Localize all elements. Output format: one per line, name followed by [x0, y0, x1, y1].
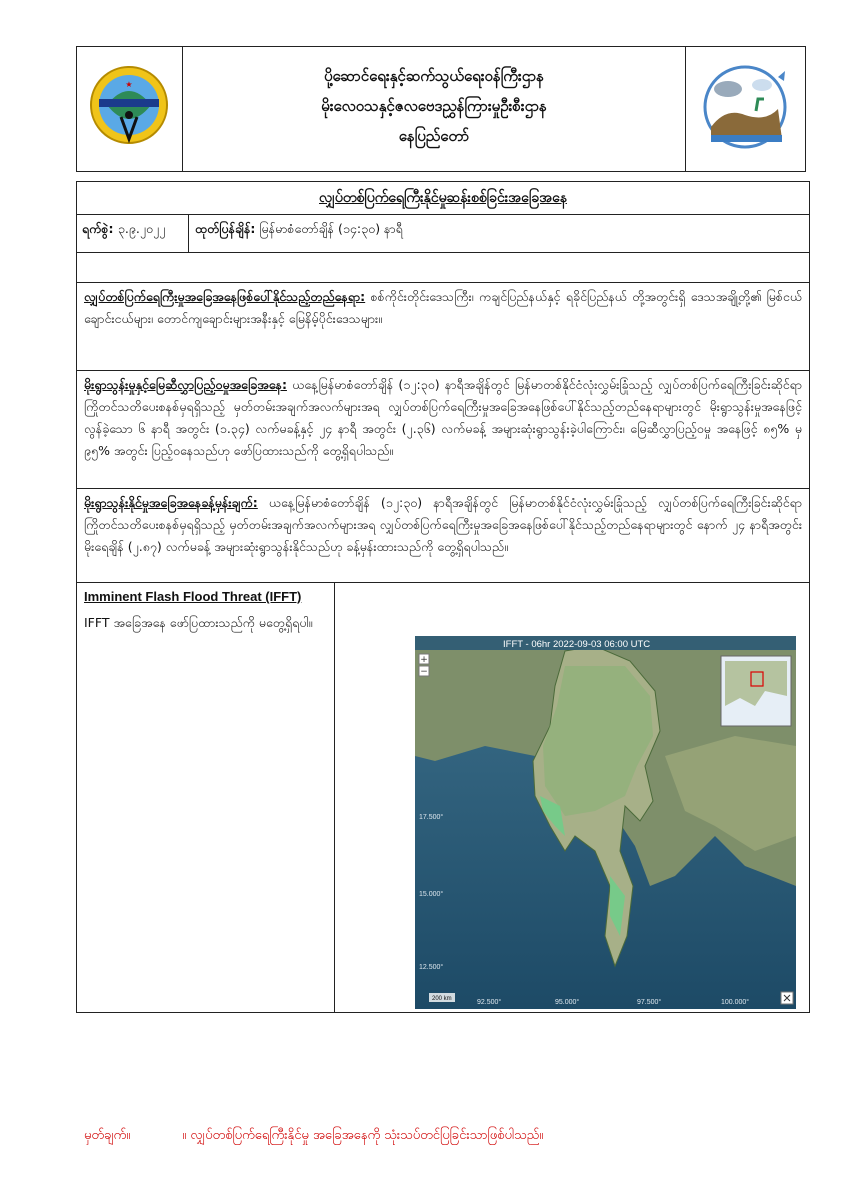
header-titles: [183, 61, 685, 151]
lon-label: 100.000°: [721, 999, 750, 1006]
rainfall-forecast-text: ယနေ့မြန်မာစံတော်ချိန် (၁၂:၃၀) နာရီအချိန်တွင် မြန်မာတစ်နိုင်ငံလုံးလွှမ်းခြုံသည့် လျှပ်တစ်ပြက်ရေကြီးခြင်းဆိုင်ရာ ကြိုတင်သတိပေးစနစ်မှရရှိသည့် မှတ်တမ်းအချက်အလက်များအရ လျှပ်တစ်ပြက်ရေကြီးမှုအခြေအနေဖြစ်ပေါ်နိုင်သည့်တည်နေရာများတွင် နောက် ၂၄ နာရီအတွင်း မိုးရေချိန် (၂.၈၇) လက်မခန့် အများဆုံးရွာသွန်းနိုင်သည်ဟု ခန့်မှန်းထားသည်ကို တွေ့ရှိရပါသည်။: [84, 495, 802, 554]
report-title: လျှပ်တစ်ပြက်ရေကြီးနိုင်မှုဆန်းစစ်ခြင်းအခြေအနေ: [77, 182, 809, 215]
lon-label: 95.000°: [555, 999, 580, 1006]
letterhead: [76, 46, 806, 172]
note-text: ။ လျှပ်တစ်ပြက်ရေကြီးနိုင်မှု အခြေအနေကို သုံးသပ်တင်ပြခြင်းသာဖြစ်ပါသည်။: [182, 1128, 544, 1143]
report-table: [76, 181, 810, 1013]
department-name: မိုးလေဝသနှင့်ဇလဗေဒညွှန်ကြားမှုဦးစီးဌာန: [321, 97, 547, 115]
rainfall-forecast-section: [77, 489, 809, 583]
note-label: မှတ်ချက်။: [84, 1128, 131, 1143]
ifft-title: Imminent Flash Flood Threat (IFFT): [84, 589, 302, 604]
issue-time-label: ထုတ်ပြန်ချိန်:: [195, 221, 256, 236]
rainfall-soil-text: ယနေ့မြန်မာစံတော်ချိန် (၁၂:၃၀) နာရီအချိန်တွင် မြန်မာတစ်နိုင်ငံလုံးလွှမ်းခြုံသည့် လျှပ်တစ်ပြက်ရေကြီးခြင်းဆိုင်ရာ ကြိုတင်သတိပေးစနစ်မှရရှိသည့် မှတ်တမ်းအချက်အလက်များအရ လျှပ်တစ်ပြက်ရေကြီးမှုအခြေအနေဖြစ်ပေါ်နိုင်သည့်တည်နေရာများတွင် မိုးရွာသွန်းမှုအနေဖြင့် လွန်ခဲ့သော ၆ နာရီ အတွင်း (၁.၃၄) လက်မခန့်နှင့် ၂၄ နာရီ အတွင်း (၂.၃၆) လက်မခန့် အများဆုံးရွာသွန်းခဲ့ပါကြောင်း၊ မြေဆီလွှာပြည့်ဝမှု အနေဖြင့် ၈၅% မှ ၉၅% အတွင်း ပြည့်ဝနေသည်ဟု ဖော်ပြထားသည်ကို တွေ့ရှိရပါသည်။: [84, 377, 802, 458]
affected-areas-label: လျှပ်တစ်ပြက်ရေကြီးမှုအခြေအနေဖြစ်ပေါ်နိုင်သည့်တည်နေရာ:: [84, 289, 366, 304]
rainfall-soil-section: [77, 371, 809, 489]
lat-label: 17.500°: [419, 814, 444, 821]
lon-label: 97.500°: [637, 999, 662, 1006]
date-label: ရက်စွဲ:: [82, 221, 114, 236]
zoom-out-label: −: [420, 667, 428, 677]
lon-label: 92.500°: [477, 999, 502, 1006]
dmh-emblem-icon: [77, 47, 181, 170]
issue-time-value: မြန်မာစံတော်ချိန် (၁၄:၃၀) နာရီ: [259, 221, 403, 236]
lat-label: 12.500°: [419, 964, 444, 971]
zoom-controls: [419, 654, 429, 677]
svg-text:★: ★: [125, 80, 133, 89]
ministry-name: ပို့ဆောင်ရေးနှင့်ဆက်သွယ်ရေးဝန်ကြီးဌာန: [324, 67, 544, 85]
logo-right: [685, 47, 805, 171]
affected-areas-section: [77, 283, 809, 371]
logo-left: [77, 47, 183, 171]
ifft-text: IFFT အခြေအနေ ဖော်ပြထားသည်ကို မတွေ့ရှိရပါ။: [84, 615, 313, 630]
scale-label: 200 km: [432, 996, 452, 1002]
ifft-text-cell: [77, 583, 335, 1012]
affected-areas-text: စစ်ကိုင်းတိုင်းဒေသကြီး၊ ကချင်ပြည်နယ်နှင့် ရခိုင်ပြည်နယ် တို့အတွင်းရှိ ဒေသအချို့တို့၏ မြစ်ငယ်ချောင်းငယ်များ၊ တောင်ကျချောင်းများအနီးနှင့် မြေနိမ့်ပိုင်းဒေသများ။: [84, 289, 802, 326]
location-name: နေပြည်တော်: [398, 127, 470, 145]
lat-label: 15.000°: [419, 891, 444, 898]
rainfall-soil-label: မိုးရွာသွန်းမှုနှင့်မြေဆီလွှာပြည့်ဝမှုအခြေအနေ:: [84, 377, 287, 392]
issue-time-cell: [189, 215, 809, 258]
rainfall-forecast-label: မိုးရွာသွန်းနိုင်မှုအခြေအနေခန့်မှန်းချက်:: [84, 495, 258, 510]
date-cell: [77, 215, 189, 252]
date-row: [77, 215, 809, 253]
map-caption: IFFT - 06hr 2022-09-03 06:00 UTC: [503, 639, 651, 650]
ifft-map: [415, 636, 796, 1009]
spacer-row: [77, 253, 809, 283]
footer-note: [84, 1127, 591, 1146]
hydrological-cycle-icon: [686, 47, 804, 170]
zoom-in-label: +: [420, 655, 428, 665]
date-value: ၃.၉.၂၀၂၂: [117, 221, 166, 236]
